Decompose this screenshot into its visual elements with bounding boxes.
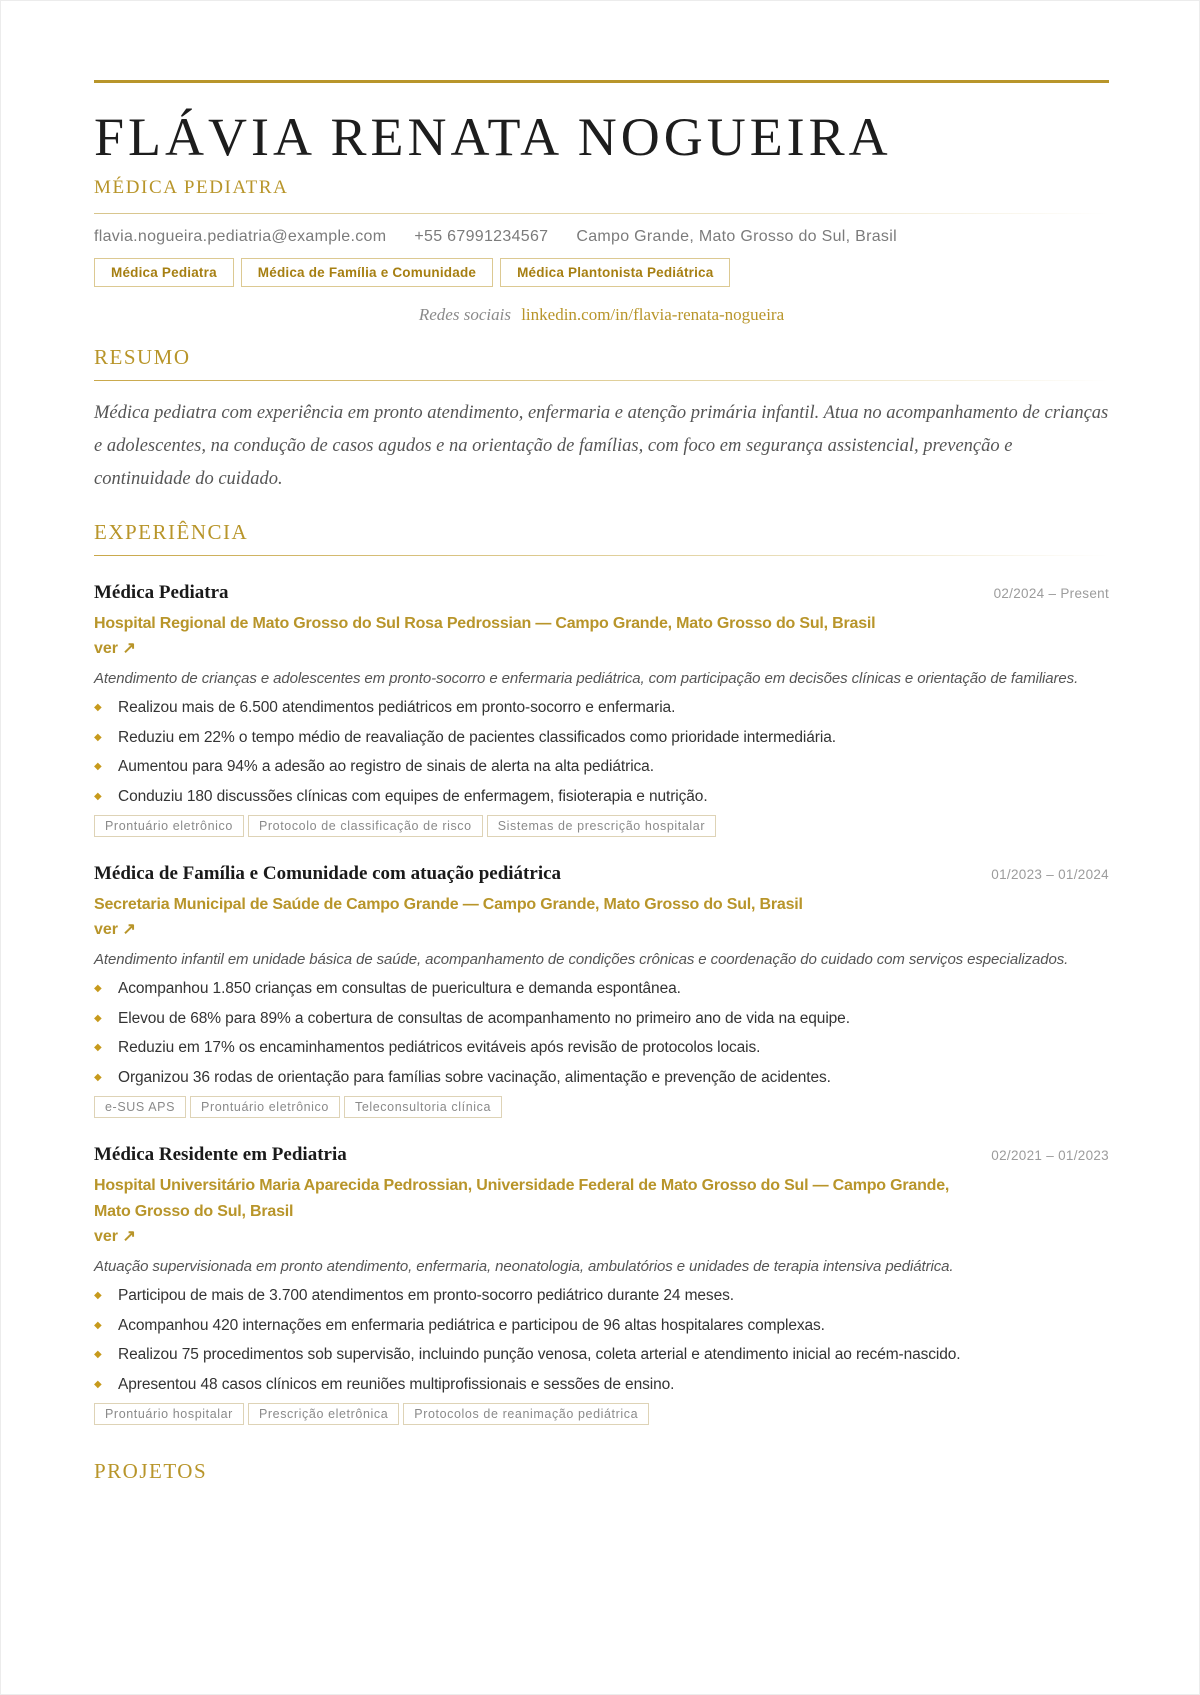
section-title-summary: RESUMO	[94, 345, 191, 369]
job-employer: Secretaria Municipal de Saúde de Campo Grande — Campo Grande, Mato Grosso do Sul, Brasil	[94, 896, 803, 913]
diamond-bullet-icon: ◆	[94, 1071, 102, 1083]
linkedin-link[interactable]: linkedin.com/in/flavia-renata-nogueira	[521, 305, 785, 324]
section-title-experience: EXPERIÊNCIA	[94, 520, 249, 544]
title-chip: Médica Pediatra	[94, 258, 234, 287]
email-link[interactable]: flavia.nogueira.pediatria@example.com	[94, 228, 387, 245]
achievement-item: ◆ Reduziu em 22% o tempo médio de reavaliação de pacientes classificados como prioridade intermediária.	[94, 723, 1109, 753]
diamond-bullet-icon: ◆	[94, 1012, 102, 1024]
social-line	[94, 305, 1109, 325]
job-title: Médica Pediatra	[94, 582, 229, 603]
resume-content	[94, 80, 1109, 1484]
title-chips	[94, 258, 1109, 287]
achievement-item: ◆ Realizou mais de 6.500 atendimentos pediátricos em pronto-socorro e enfermaria.	[94, 693, 1109, 723]
diamond-bullet-icon: ◆	[94, 1042, 102, 1053]
job-description: Atendimento infantil em unidade básica de saúde, acompanhamento de condições crônicas e coordenação do cuidado com serviços especializados.	[94, 951, 1069, 968]
achievement-item: ◆ Organizou 36 rodas de orientação para famílias sobre vacinação, alimentação e prevenção de acidentes.	[94, 1063, 1109, 1093]
title-chip: Médica de Família e Comunidade	[241, 258, 493, 287]
diamond-bullet-icon: ◆	[94, 1349, 102, 1360]
job-title: Médica Residente em Pediatria	[94, 1144, 347, 1165]
view-link[interactable]: ver ↗	[94, 921, 136, 938]
diamond-bullet-icon: ◆	[94, 790, 102, 802]
achievement-item: ◆ Elevou de 68% para 89% a cobertura de consultas de acompanhamento no primeiro ano de vida na equipe.	[94, 1004, 1109, 1034]
job-description: Atuação supervisionada em pronto atendimento, enfermaria, neonatologia, ambulatórios e unidades de terapia intensiva pediátrica.	[94, 1258, 954, 1275]
view-link[interactable]: ver ↗	[94, 640, 136, 657]
diamond-bullet-icon: ◆	[94, 731, 102, 743]
achievement-item: ◆ Realizou 75 procedimentos sob supervisão, incluindo punção venosa, coleta arterial e atendimento inicial ao recém-nascido.	[94, 1340, 1109, 1370]
job-description: Atendimento de crianças e adolescentes em pronto-socorro e enfermaria pediátrica, com participação em decisões clínicas e orientação de familiares.	[94, 670, 1079, 687]
diamond-bullet-icon: ◆	[94, 1319, 102, 1331]
skill-tag: e-SUS APS	[94, 1096, 186, 1118]
achievement-item: ◆ Aumentou para 94% a adesão ao registro de sinais de alerta na alta pediátrica.	[94, 752, 1109, 782]
skill-tag: Protocolos de reanimação pediátrica	[403, 1403, 649, 1425]
skill-tags	[94, 1096, 1109, 1118]
skill-tag: Prontuário hospitalar	[94, 1403, 244, 1425]
summary-section	[94, 345, 1109, 496]
achievement-list	[94, 693, 1109, 811]
job-title: Médica de Família e Comunidade com atuação pediátrica	[94, 863, 562, 884]
section-divider	[94, 555, 1109, 556]
location-text: Campo Grande, Mato Grosso do Sul, Brasil	[576, 228, 897, 245]
title-chip: Médica Plantonista Pediátrica	[500, 258, 730, 287]
diamond-bullet-icon: ◆	[94, 702, 102, 713]
job-date: 01/2023 – 01/2024	[991, 867, 1109, 882]
candidate-role: MÉDICA PEDIATRA	[94, 177, 289, 198]
skill-tag: Prontuário eletrônico	[190, 1096, 340, 1118]
diamond-bullet-icon: ◆	[94, 1378, 102, 1390]
projects-section	[94, 1459, 1109, 1484]
achievement-item: ◆ Acompanhou 1.850 crianças em consultas de puericultura e demanda espontânea.	[94, 974, 1109, 1004]
section-title-projects: PROJETOS	[94, 1459, 208, 1483]
experience-item	[94, 1144, 1109, 1425]
diamond-bullet-icon: ◆	[94, 983, 102, 994]
candidate-name: FLÁVIA RENATA NOGUEIRA	[94, 107, 892, 167]
experience-section	[94, 520, 1109, 1425]
achievement-item: ◆ Reduziu em 17% os encaminhamentos pediátricos evitáveis após revisão de protocolos locais.	[94, 1033, 1109, 1063]
top-accent-bar	[94, 80, 1109, 83]
contact-line	[94, 228, 1109, 246]
achievement-list	[94, 974, 1109, 1092]
skill-tag: Prontuário eletrônico	[94, 815, 244, 837]
summary-text: Médica pediatra com experiência em pronto atendimento, enfermaria e atenção primária infantil. Atua no acompanhamento de crianças e adolescentes, na condução de casos agudos e na orientação de famílias, com foco em segurança assistencial, prevenção e continuidade do cuidado.	[94, 403, 1109, 489]
header-divider	[94, 213, 1109, 214]
experience-item	[94, 863, 1109, 1118]
view-link[interactable]: ver ↗	[94, 1228, 136, 1245]
job-employer: Hospital Universitário Maria Aparecida Pedrossian, Universidade Federal de Mato Grosso do Sul — Campo Grande, Mato Grosso do Sul, Brasil	[94, 1177, 950, 1220]
achievement-item: ◆ Acompanhou 420 internações em enfermaria pediátrica e participou de 96 altas hospitalares complexas.	[94, 1311, 1109, 1341]
achievement-item: ◆ Apresentou 48 casos clínicos em reuniões multiprofissionais e sessões de ensino.	[94, 1370, 1109, 1400]
diamond-bullet-icon: ◆	[94, 1290, 102, 1301]
skill-tag: Protocolo de classificação de risco	[248, 815, 483, 837]
diamond-bullet-icon: ◆	[94, 761, 102, 772]
skill-tags	[94, 1403, 1109, 1425]
job-date: 02/2021 – 01/2023	[991, 1148, 1109, 1163]
section-divider	[94, 380, 1109, 381]
skill-tag: Prescrição eletrônica	[248, 1403, 399, 1425]
skill-tags	[94, 815, 1109, 837]
phone-link[interactable]: +55 67991234567	[414, 228, 549, 245]
achievement-item: ◆ Conduziu 180 discussões clínicas com equipes de enfermagem, fisioterapia e nutrição.	[94, 782, 1109, 812]
achievement-list	[94, 1281, 1109, 1399]
social-label: Redes sociais	[418, 305, 511, 324]
experience-item	[94, 582, 1109, 837]
skill-tag: Teleconsultoria clínica	[344, 1096, 502, 1118]
job-date: 02/2024 – Present	[993, 586, 1109, 601]
job-employer: Hospital Regional de Mato Grosso do Sul Rosa Pedrossian — Campo Grande, Mato Grosso do Sul, Brasil	[94, 615, 876, 632]
skill-tag: Sistemas de prescrição hospitalar	[487, 815, 716, 837]
achievement-item: ◆ Participou de mais de 3.700 atendimentos em pronto-socorro pediátrico durante 24 meses.	[94, 1281, 1109, 1311]
